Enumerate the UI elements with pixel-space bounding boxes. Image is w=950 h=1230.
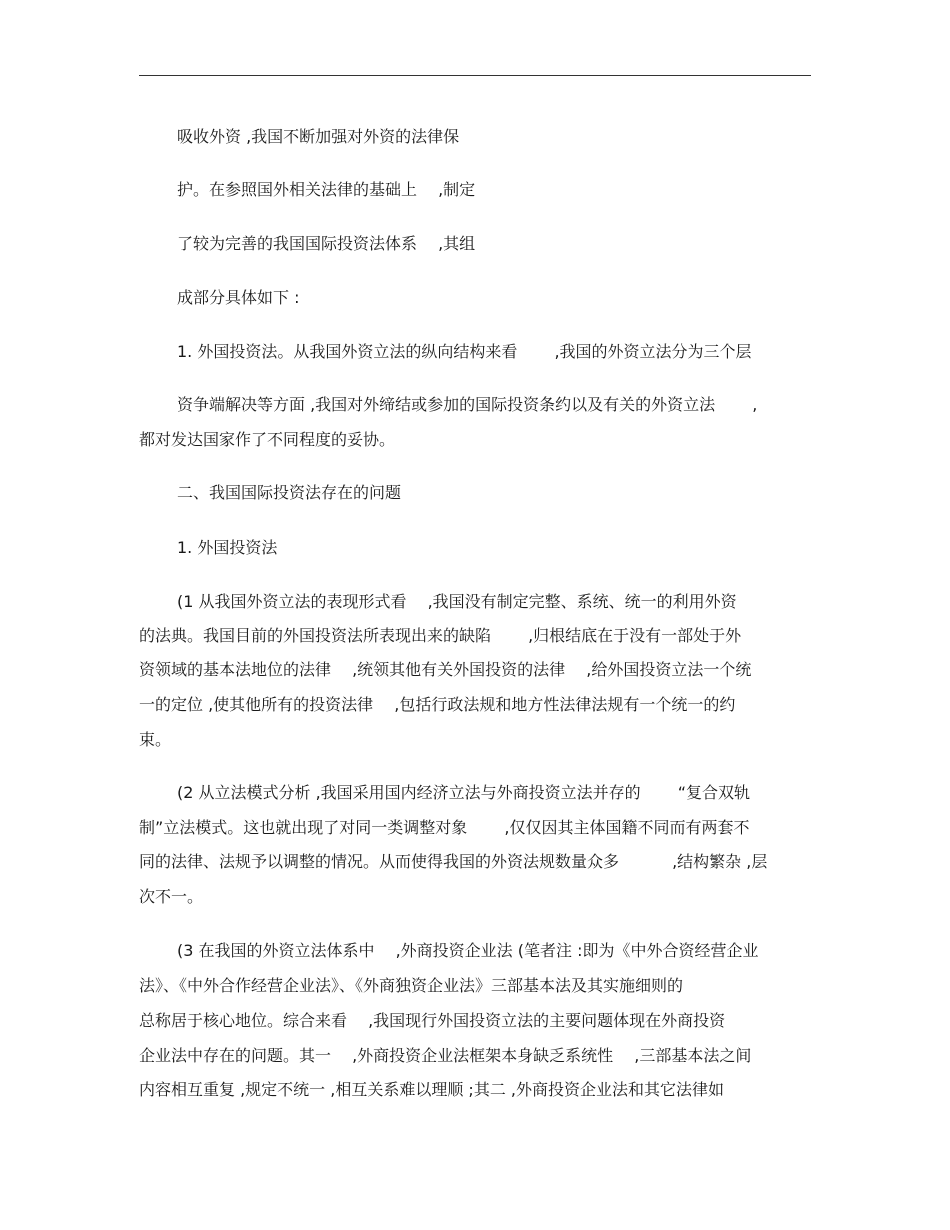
text-line: 内容相互重复 ,规定不统一 ,相互关系难以理顺 ;其二 ,外商投资企业法和其它法律如 — [139, 1080, 724, 1099]
text-line: 都对发达国家作了不同程度的妥协。 — [139, 430, 396, 449]
text-line: 总称居于核心地位。综合来看 ,我国现行外国投资立法的主要问题体现在外商投资 — [139, 1011, 726, 1030]
text-line: 1. 外国投资法。从我国外资立法的纵向结构来看 ,我国的外资立法分为三个层 — [177, 342, 752, 361]
text-line: 的法典。我国目前的外国投资法所表现出来的缺陷 ,归根结底在于没有一部处于外 — [139, 626, 742, 645]
text-line: 吸收外资 ,我国不断加强对外资的法律保 — [177, 127, 460, 146]
text-line: 制”立法模式。这也就出现了对同一类调整对象 ,仅仅因其主体国籍不同而有两套不 — [139, 818, 750, 837]
text-line: 同的法律、法规予以调整的情况。从而使得我国的外资法规数量众多 ,结构繁杂 ,层 — [139, 852, 768, 871]
text-line: (3 在我国的外资立法体系中 ,外商投资企业法 (笔者注 :即为《中外合资经营企业 — [177, 941, 759, 960]
header-rule — [139, 75, 811, 76]
text-line: 护。在参照国外相关法律的基础上 ,制定 — [177, 180, 476, 199]
subsection-heading: 1. 外国投资法 — [177, 538, 278, 557]
section-heading: 二、我国国际投资法存在的问题 — [177, 483, 402, 502]
text-line: 一的定位 ,使其他所有的投资法律 ,包括行政法规和地方性法律法规有一个统一的约 — [139, 695, 736, 714]
text-line: (1 从我国外资立法的表现形式看 ,我国没有制定完整、系统、统一的利用外资 — [177, 592, 737, 611]
text-line: 次不一。 — [139, 887, 204, 906]
text-line: (2 从立法模式分析 ,我国采用国内经济立法与外商投资立法并存的 “复合双轨 — [177, 783, 751, 802]
text-line: 束。 — [139, 730, 172, 749]
text-line: 法》、《中外合作经营企业法》、《外商独资企业法》三部基本法及其实施细则的 — [139, 976, 684, 995]
text-line: 成部分具体如下 : — [177, 288, 300, 307]
text-line: 企业法中存在的问题。其一 ,外商投资企业法框架本身缺乏系统性 ,三部基本法之间 — [139, 1046, 752, 1065]
text-line: 资争端解决等方面 ,我国对外缔结或参加的国际投资条约以及有关的外资立法 , — [177, 395, 758, 414]
text-line: 资领域的基本法地位的法律 ,统领其他有关外国投资的法律 ,给外国投资立法一个统 — [139, 660, 752, 679]
text-line: 了较为完善的我国国际投资法体系 ,其组 — [177, 234, 476, 253]
